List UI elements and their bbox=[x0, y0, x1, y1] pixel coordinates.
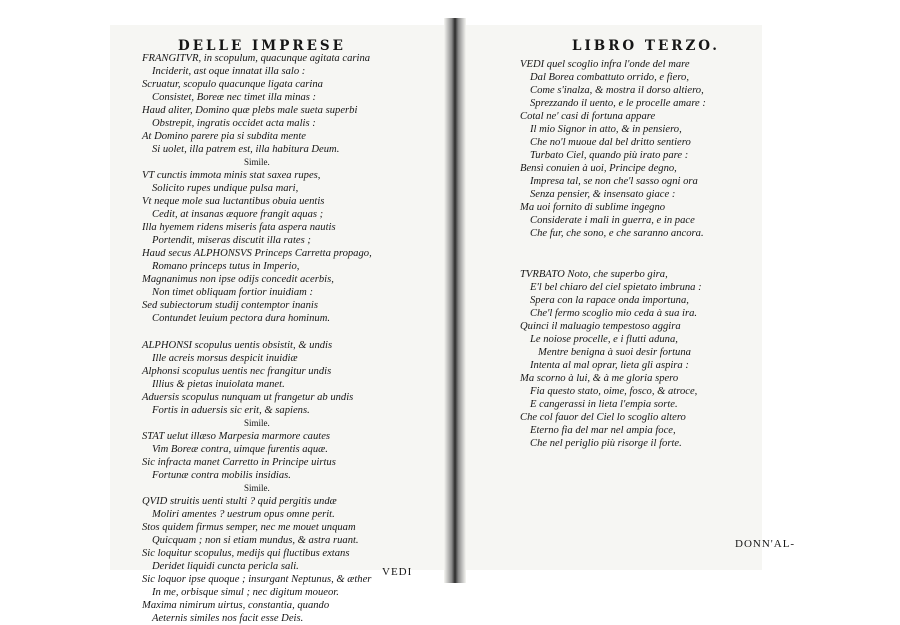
verse-line: E cangerassi in lieta l'empia sorte. bbox=[530, 399, 678, 410]
verse-line: Ma uoi fornito di sublime ingegno bbox=[520, 202, 666, 213]
verse-line: Vim Boreæ contra, uimque furentis aquæ. bbox=[152, 444, 328, 455]
verse-line: Maxima nimirum uirtus, constantia, quando bbox=[142, 600, 330, 611]
right-page-header: LIBRO TERZO. bbox=[572, 38, 720, 54]
verse-line: TVRBATO Noto, che superbo gira, bbox=[520, 269, 668, 280]
left-catchword: VEDI bbox=[382, 566, 413, 578]
verse-line: Fia questo stato, oime, fosco, & atroce, bbox=[530, 386, 698, 397]
verse-line: Si uolet, illa patrem est, illa habitura Deum. bbox=[152, 144, 340, 155]
right-catchword: DONN'AL- bbox=[735, 538, 796, 550]
verse-line: Dal Borea combattuto orrido, e fiero, bbox=[530, 72, 689, 83]
stanza-gap bbox=[142, 325, 372, 339]
verse-line: Intenta al mal oprar, lieta gli aspira : bbox=[530, 360, 689, 371]
verse-line: Stos quidem firmus semper, nec me mouet unquam bbox=[142, 522, 356, 533]
verse-line: Consistet, Boreæ nec timet illa minas : bbox=[152, 92, 317, 103]
verse-line: Vt neque mole sua luctantibus obuia uentis bbox=[142, 196, 325, 207]
verse-line: Sic loquor ipse quoque ; insurgant Neptunus, & æther bbox=[142, 574, 372, 585]
verse-line: Che'l fermo scoglio mio ceda à sua ira. bbox=[530, 308, 698, 319]
verse-line: QVID struitis uenti stulti ? quid pergitis undæ bbox=[142, 496, 337, 507]
verse-line: Non timet obliquam fortior inuidiam : bbox=[152, 287, 313, 298]
verse-line: ALPHONSI scopulus uentis obsistit, & undis bbox=[142, 340, 333, 351]
verse-line: Ille acreis morsus despicit inuidiæ bbox=[152, 353, 298, 364]
verse-line: Illa hyemem ridens miseris fata aspera nautis bbox=[142, 222, 336, 233]
verse-line: Moliri amentes ? uestrum opus omne perit. bbox=[152, 509, 335, 520]
section-label: Simile. bbox=[243, 157, 270, 167]
book-gutter bbox=[444, 18, 466, 583]
verse-line: Aduersis scopulus nunquam ut frangetur ab undis bbox=[142, 392, 354, 403]
section-label: Simile. bbox=[243, 418, 270, 428]
verse-line: Romano princeps tutus in Imperio, bbox=[152, 261, 300, 272]
verse-line: Contundet leuium pectora dura hominum. bbox=[152, 313, 331, 324]
verse-line: Quinci il maluagio tempestoso aggira bbox=[520, 321, 681, 332]
verse-line: Haud secus ALPHONSVS Princeps Carretta propago, bbox=[142, 248, 372, 259]
verse-line: FRANGITVR, in scopulum, quacunque agitata carina bbox=[142, 53, 371, 64]
section-label: Simile. bbox=[243, 483, 270, 493]
verse-line: Cedit, at insanas æquore frangit aquas ; bbox=[152, 209, 324, 220]
verse-line: Fortunæ contra mobilis insidias. bbox=[152, 470, 291, 481]
verse-line: Aeternis similes nos facit esse Deis. bbox=[152, 613, 304, 624]
verse-line: At Domino parere pia si subdita mente bbox=[142, 131, 306, 142]
verse-line: Quicquam ; non si etiam mundus, & astra ruant. bbox=[152, 535, 359, 546]
verse-line: Scruatur, scopulo quacunque ligata carina bbox=[142, 79, 323, 90]
verse-line: Mentre benigna à suoi desir fortuna bbox=[538, 347, 691, 358]
verse-line: Sprezzando il uento, e le procelle amare : bbox=[530, 98, 706, 109]
right-page-text bbox=[520, 58, 706, 450]
verse-line: Haud aliter, Domino quæ plebs male sueta superbi bbox=[142, 105, 358, 116]
verse-line: VT cunctis immota minis stat saxea rupes, bbox=[142, 170, 321, 181]
verse-line: Eterno fia del mar nel ampia foce, bbox=[530, 425, 676, 436]
verse-line: Cotal ne' casi di fortuna appare bbox=[520, 111, 656, 122]
verse-line: Sic loquitur scopulus, medijs qui fluctibus extans bbox=[142, 548, 350, 559]
verse-line: Sic infracta manet Carretto in Principe uirtus bbox=[142, 457, 336, 468]
verse-line: In me, orbisque simul ; nec digitum moueor. bbox=[152, 587, 339, 598]
left-page-header: DELLE IMPRESE bbox=[178, 38, 346, 54]
verse-line: Deridet liquidi cuncta pericla sali. bbox=[152, 561, 299, 572]
verse-line: Solicito rupes undique pulsa mari, bbox=[152, 183, 299, 194]
verse-line: Come s'inalza, & mostra il dorso altiero, bbox=[530, 85, 704, 96]
verse-line: Impresa tal, se non che'l sasso ogni ora bbox=[530, 176, 698, 187]
verse-line: Senza pensier, & insensato giace : bbox=[530, 189, 676, 200]
verse-line: Spera con la rapace onda importuna, bbox=[530, 295, 689, 306]
verse-line: Inciderit, ast oque innatat illa salo : bbox=[152, 66, 306, 77]
verse-line: Che fur, che sono, e che saranno ancora. bbox=[530, 228, 704, 239]
verse-line: E'l bel chiaro del ciel spietato imbruna : bbox=[530, 282, 702, 293]
verse-line: Alphonsi scopulus uentis nec frangitur undis bbox=[142, 366, 332, 377]
verse-line: Che no'l muoue dal bel dritto sentiero bbox=[530, 137, 691, 148]
verse-line: Che nel periglio più risorge il forte. bbox=[530, 438, 682, 449]
stanza-gap bbox=[520, 240, 706, 254]
verse-line: Le noiose procelle, e i flutti aduna, bbox=[530, 334, 678, 345]
verse-line: VEDI quel scoglio infra l'onde del mare bbox=[520, 59, 690, 70]
verse-line: Fortis in aduersis sic erit, & sapiens. bbox=[152, 405, 310, 416]
stanza-gap bbox=[520, 254, 706, 268]
left-page-text bbox=[142, 52, 372, 625]
verse-line: Turbato Ciel, quando più irato pare : bbox=[530, 150, 689, 161]
verse-line: Obstrepit, ingratis occidet acta malis : bbox=[152, 118, 316, 129]
verse-line: Ma scorno à lui, & à me gloria spero bbox=[520, 373, 679, 384]
verse-line: Che col fauor del Ciel lo scoglio altero bbox=[520, 412, 686, 423]
verse-line: Illius & pietas inuiolata manet. bbox=[152, 379, 285, 390]
verse-line: Portendit, miseras discutit illa rates ; bbox=[152, 235, 311, 246]
verse-line: Bensì conuien à uoi, Principe degno, bbox=[520, 163, 677, 174]
verse-line: Considerate i mali in guerra, e in pace bbox=[530, 215, 695, 226]
verse-line: Il mio Signor in atto, & in pensiero, bbox=[530, 124, 682, 135]
verse-line: STAT uelut illæso Marpesia marmore cautes bbox=[142, 431, 331, 442]
verse-line: Magnanimus non ipse odijs concedit acerbis, bbox=[142, 274, 334, 285]
verse-line: Sed subiectorum studij contemptor inanis bbox=[142, 300, 318, 311]
